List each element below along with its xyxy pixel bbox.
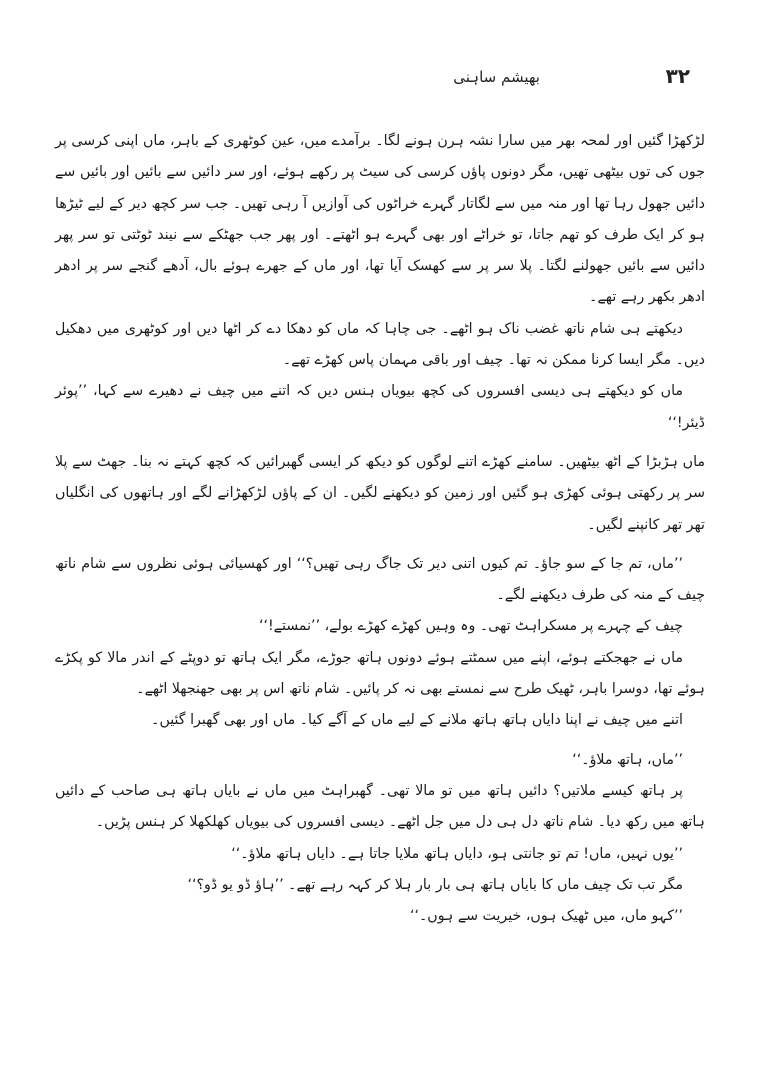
page-header: [60, 60, 690, 94]
paragraph-9: ’’ماں، ہاتھ ملاؤ۔‘‘: [572, 751, 683, 768]
paragraph-5: ’’ماں، تم جا کے سو جاؤ۔ تم کیوں اتنی دیر تک جاگ رہی تھیں؟‘‘ اور کھسیائی ہوئی نظروں سے شام ناتھ چیف کے منہ کی طرف دیکھنے لگے۔: [55, 555, 705, 604]
running-head-author: بھیشم ساہنی: [453, 68, 540, 86]
paragraph-4: ماں ہڑبڑا کے اٹھ بیٹھیں۔ سامنے کھڑے اتنے لوگوں کو دیکھ کر ایسی گھبرائیں کہ کچھ کہتے نہ بنا۔ جھٹ سے پلا سر پر رکھتی ہوئی کھڑی ہو گئیں اور زمین کو دیکھنے لگیں۔ ان کے پاؤں لڑکھڑانے لگے اور ہاتھوں کی انگلیاں تھر تھر کانپنے لگیں۔: [55, 453, 705, 533]
paragraph-1: لڑکھڑا گئیں اور لمحہ بھر میں سارا نشہ ہرن ہونے لگا۔ برآمدے میں، عین کوٹھری کے باہر، ماں اپنی کرسی پر جوں کی توں بیٹھی تھیں، مگر دونوں پاؤں کرسی کی سیٹ پر رکھے ہوئے، اور سر دائیں سے بائیں اور بائیں سے دائیں جھول رہا تھا اور منہ میں سے لگاتار گہرے خراٹوں کی آوازیں آ رہی تھیں۔ جب سر کچھ دیر کے لیے ٹیڑھا ہو کر ایک طرف کو تھم جاتا، تو خراٹے اور بھی گہرے ہو اٹھتے۔ اور پھر جب جھٹکے سے نیند ٹوٹتی تو سر پھر دائیں سے بائیں جھولنے لگتا۔ پلا سر پر سے کھسک آیا تھا، اور ماں کے جھرے ہوئے بال، آدھے گنجے سر پر ادھر ادھر بکھر رہے تھے۔: [55, 133, 705, 306]
paragraph-13: ’’کہو ماں، میں ٹھیک ہوں، خیریت سے ہوں۔‘‘: [409, 908, 683, 925]
paragraph-3: ماں کو دیکھتے ہی دیسی افسروں کی کچھ بیویاں ہنس دیں کہ اتنے میں چیف نے دھیرے سے کہا، ’’پوئر ڈیئر!‘‘: [55, 383, 705, 431]
paragraph-6: چیف کے چہرے پر مسکراہٹ تھی۔ وہ وہیں کھڑے کھڑے بولے، ’’نمستے!‘‘: [258, 618, 683, 635]
paragraph-7: ماں نے جھجکتے ہوئے، اپنے میں سمٹتے ہوئے دونوں ہاتھ جوڑے، مگر ایک ہاتھ تو دوپٹے کے اندر مالا کو پکڑے ہوئے تھا، دوسرا باہر، ٹھیک طرح سے نمستے بھی نہ کر پائیں۔ شام ناتھ اس پر بھی جھنجھلا اٹھے۔: [55, 649, 705, 698]
page-body: [55, 126, 705, 932]
paragraph-11: ’’یوں نہیں، ماں! تم تو جانتی ہو، دایاں ہاتھ ملایا جاتا ہے۔ دایاں ہاتھ ملاؤ۔‘‘: [231, 845, 683, 862]
paragraph-8: اتنے میں چیف نے اپنا دایاں ہاتھ ہاتھ ملانے کے لیے ماں کے آگے کیا۔ ماں اور بھی گھبرا گئیں۔: [151, 712, 683, 729]
page-number: ۳۲: [665, 64, 690, 88]
paragraph-12: مگر تب تک چیف ماں کا بایاں ہاتھ ہی بار بار ہلا کر کہہ رہے تھے۔ ’’ہاؤ ڈو یو ڈو؟‘‘: [187, 876, 683, 893]
paragraph-10: پر ہاتھ کیسے ملاتیں؟ دائیں ہاتھ میں تو مالا تھی۔ گھبراہٹ میں ماں نے بایاں ہاتھ ہی صاحب کے دائیں ہاتھ میں رکھ دیا۔ شام ناتھ دل ہی دل میں جل اٹھے۔ دیسی افسروں کی بیویاں کھلکھلا کر ہنس پڑیں۔: [55, 782, 705, 831]
paragraph-2: دیکھتے ہی شام ناتھ غضب ناک ہو اٹھے۔ جی چاہا کہ ماں کو دھکا دے کر اٹھا دیں اور کوٹھری میں دھکیل دیں۔ مگر ایسا کرنا ممکن نہ تھا۔ چیف اور باقی مہمان پاس کھڑے تھے۔: [55, 320, 705, 369]
